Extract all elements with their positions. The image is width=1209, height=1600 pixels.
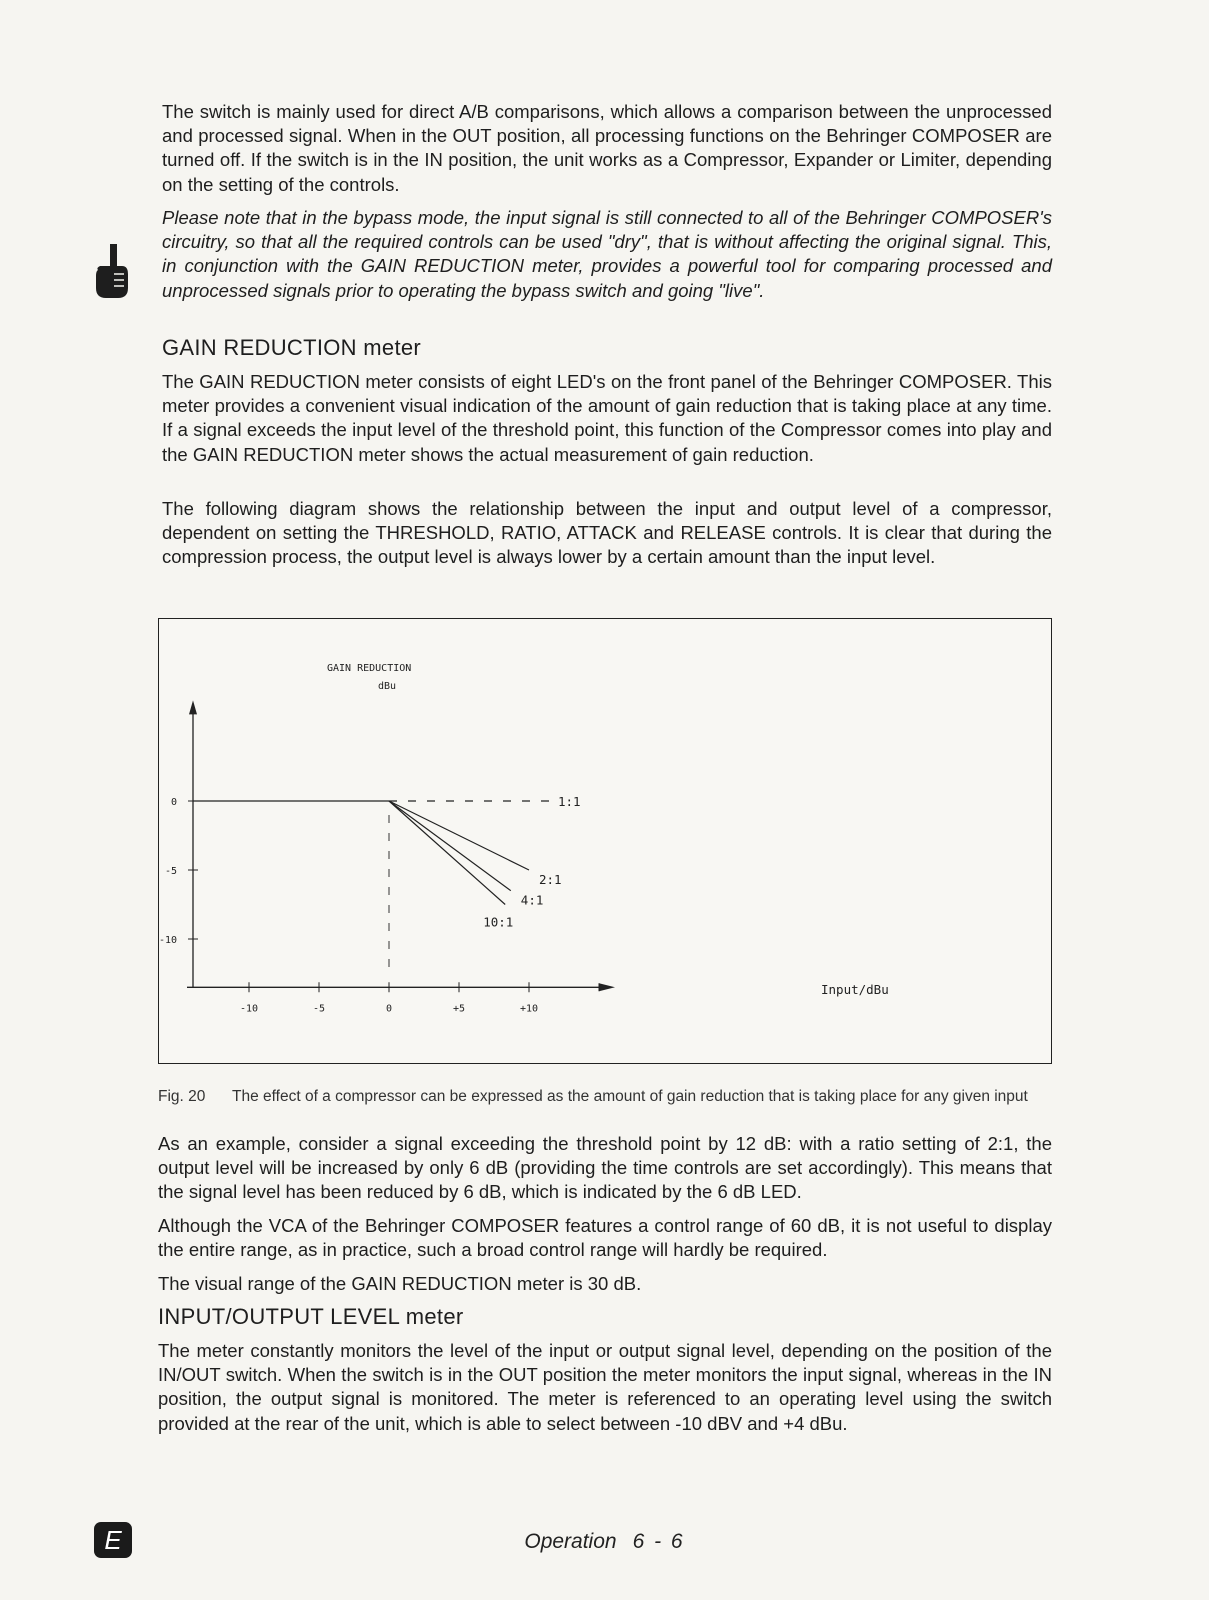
series-label: 1:1 — [558, 794, 581, 809]
note-paragraph: Please note that in the bypass mode, the input signal is still connected to all of the Behringer COMPOSER's circuitry, so that all the required controls can be used "dry", that is without affecting the original signal. This, in conjunction with the GAIN REDUCTION meter, provides a powerful tool for comparing processed and unprocessed signals prior to operating the bypass switch and going "live". — [162, 207, 1052, 301]
footer-section: Operation — [524, 1530, 617, 1553]
series-label: 4:1 — [520, 892, 544, 908]
paragraph-diagram-intro: The following diagram shows the relationship between the input and output level of a compressor, dependent on setting the THRESHOLD, RATIO, ATTACK and RELEASE controls. It is clear that during the compression process, the output level is always lower by a certain amount than the input level. — [162, 498, 1052, 568]
paragraph-gain-reduction-meter: The GAIN REDUCTION meter consists of eight LED's on the front panel of the Behringer COMPOSER. This meter provides a convenient visual indication of the amount of gain reduction that is taking place at any time. If a signal exceeds the input level of the threshold point, this function of the Compressor comes into play and the GAIN REDUCTION meter shows the actual measurement of gain reduction. — [162, 371, 1052, 465]
page-number: 6 - 6 — [632, 1530, 685, 1553]
series-line-4-1 — [389, 801, 511, 891]
y-axis-title: GAIN REDUCTION — [327, 663, 412, 674]
gain-reduction-chart — [159, 619, 1053, 1065]
section-heading-io-meter: INPUT/OUTPUT LEVEL meter — [158, 1304, 464, 1329]
paragraph-io-meter: The meter constantly monitors the level of the input or output signal level, depending on the position of the IN/OUT switch. When the switch is in the OUT position the meter monitors the input signal, whereas in the IN position, the output signal is monitored. The meter is referenced to an operating level using the switch provided at the rear of the unit, which is able to select between -10 dBV and +4 dBu. — [158, 1340, 1052, 1434]
series-line-2-1 — [389, 801, 529, 870]
x-tick-label: +10 — [519, 1003, 539, 1015]
y-tick-label: -5 — [164, 866, 177, 877]
paragraph-example: As an example, consider a signal exceeding the threshold point by 12 dB: with a ratio setting of 2:1, the output level will be increased by only 6 dB (providing the time controls are set accordingly). This means that the signal level has been reduced by 6 dB, which is indicated by the 6 dB LED. — [158, 1133, 1052, 1203]
paragraph-visual-range: The visual range of the GAIN REDUCTION meter is 30 dB. — [158, 1273, 642, 1294]
section-heading-gain-reduction: GAIN REDUCTION meter — [162, 335, 422, 360]
gain-reduction-figure — [158, 618, 1052, 1064]
page-footer — [0, 1530, 1209, 1554]
series-label: 10:1 — [483, 914, 514, 930]
y-tick-label: 0 — [170, 797, 177, 808]
y-axis-arrow-icon — [189, 700, 197, 714]
x-tick-label: +5 — [452, 1003, 466, 1015]
x-axis-title: Input/dBu — [821, 982, 889, 997]
figure-caption-text: The effect of a compressor can be expressed as the amount of gain reduction that is taking place for any given input — [232, 1088, 1028, 1105]
x-axis-arrow-icon — [599, 983, 615, 991]
y-tick-label: -10 — [159, 935, 177, 946]
x-tick-label: -10 — [239, 1003, 259, 1015]
figure-number: Fig. 20 — [158, 1088, 206, 1105]
paragraph-bypass-switch: The switch is mainly used for direct A/B comparisons, which allows a comparison between the unprocessed and processed signal. When in the OUT position, all processing functions on the Behringer COMPOSER are turned off. If the switch is in the IN position, the unit works as a Compressor, Expander or Limiter, depending on the setting of the controls. — [162, 101, 1052, 195]
x-tick-label: -5 — [312, 1003, 326, 1015]
series-line-10-1 — [389, 801, 505, 905]
x-tick-label: 0 — [385, 1003, 393, 1015]
paragraph-vca-range: Although the VCA of the Behringer COMPOSER features a control range of 60 dB, it is not useful to display the entire range, as in practice, such a broad control range will hardly be required. — [158, 1215, 1052, 1261]
series-label: 2:1 — [539, 872, 562, 887]
figure-caption — [158, 1087, 1052, 1107]
language-badge: E — [94, 1522, 132, 1558]
pointing-hand-icon — [92, 244, 132, 305]
y-axis-unit: dBu — [378, 681, 397, 692]
